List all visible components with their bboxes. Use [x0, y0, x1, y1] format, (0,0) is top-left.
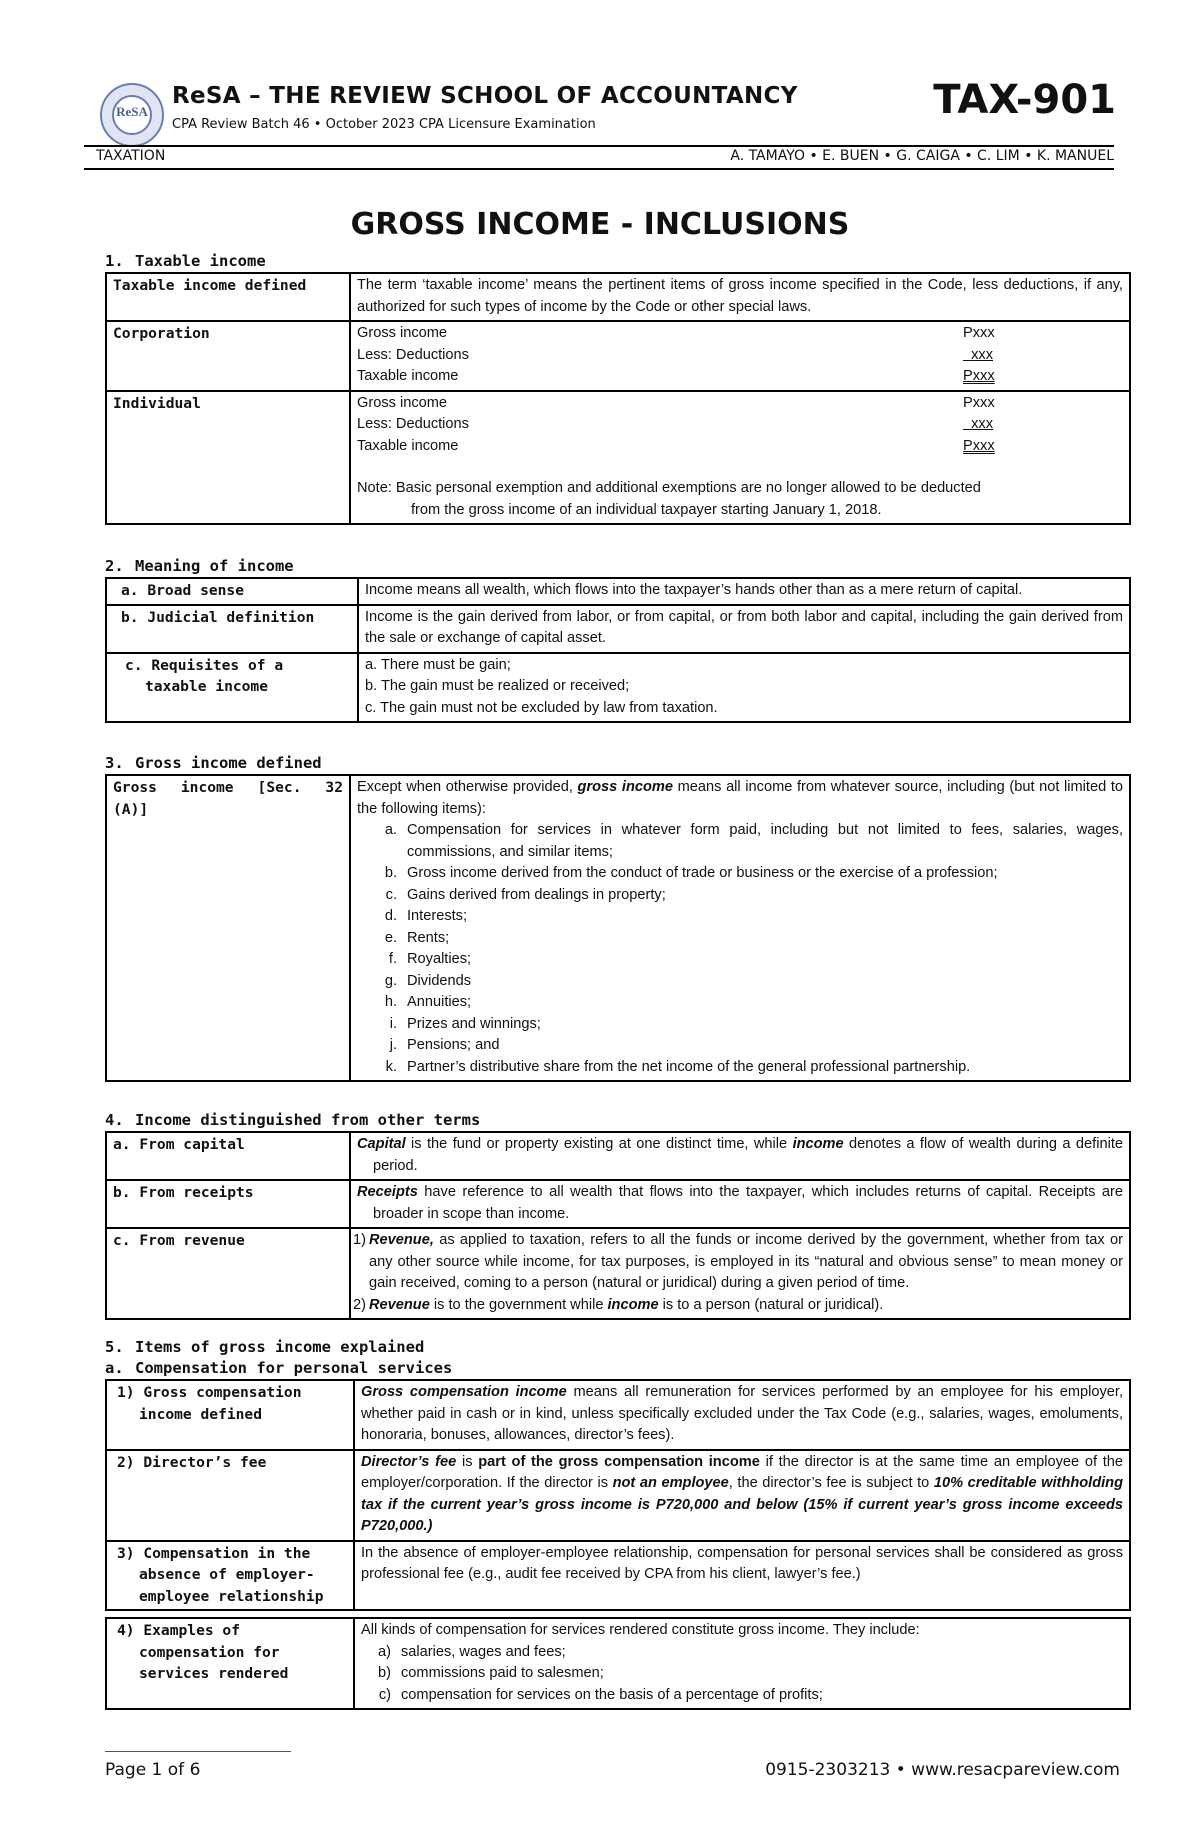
row-label: c. From revenue [106, 1228, 350, 1319]
table-row [106, 775, 1130, 1081]
row-label: a. From capital [106, 1132, 350, 1180]
gross-income-items [357, 820, 1123, 1078]
table-row [106, 1618, 1130, 1709]
examples-list: All kinds of compensation for services rendered constitute gross income. They include: a) salaries, wages and fees; b) commissions paid to salesmen; c) compensation for services on the basis of a percentage of profits; [354, 1618, 1130, 1709]
individual-computation: Gross income Pxxx Less: Deductions xxx Taxable income Pxxx Note: Basic personal exemption and additional exemptions are no longer allowed to be deducted from the gross income of an individual taxpayer starting January 1, 2018. [350, 391, 1130, 525]
table-row [106, 1228, 1130, 1319]
school-name: ReSA – THE REVIEW SCHOOL OF ACCOUNTANCY [172, 83, 798, 109]
footer-rule [105, 1751, 291, 1752]
examples-table [105, 1617, 1131, 1710]
row-label: 4) Examples of compensation for services rendered [106, 1618, 354, 1709]
list-item: g. Dividends [384, 972, 472, 989]
table-row [106, 321, 1130, 391]
list-item: a) salaries, wages and fees; [378, 1643, 566, 1660]
row-text: Income means all wealth, which flows into the taxpayer’s hands other than as a mere return of capital. [358, 578, 1130, 605]
corporation-computation: Gross income Pxxx Less: Deductions xxx Taxable income Pxxx [350, 321, 1130, 391]
note-line: Note: Basic personal exemption and additional exemptions are no longer allowed to be deducted [357, 480, 981, 496]
table-row [106, 1541, 1130, 1611]
resa-logo [100, 83, 164, 147]
table-row [106, 1450, 1130, 1541]
row-text: In the absence of employer-employee relationship, compensation for personal services shall be considered as gross professional fee (e.g., audit fee received by CPA from his client, lawyer’s fee.) [354, 1541, 1130, 1611]
row-text: The term ‘taxable income’ means the pertinent items of gross income specified in the Code, less deductions, if any, authorized for such types of income by the Code or other special laws. [350, 273, 1130, 321]
list-item: k. Partner’s distributive share from the net income of the general professional partnership. [385, 1058, 971, 1075]
header-rule-bottom [84, 168, 1114, 170]
table-row [106, 391, 1130, 525]
compensation-table [105, 1379, 1131, 1611]
row-label: b. Judicial definition [106, 605, 358, 653]
authors: A. TAMAYO • E. BUEN • G. CAIGA • C. LIM • K. MANUEL [730, 148, 1114, 164]
subject: TAXATION [96, 148, 166, 164]
table-row [106, 1132, 1130, 1180]
section-items-of-gross-income [105, 1337, 1131, 1710]
section-heading: 2. Meaning of income [105, 557, 294, 575]
row-label: 1) Gross compensation income defined [106, 1380, 354, 1450]
section-gross-income-defined [105, 753, 1131, 1082]
course-code: TAX-901 [933, 77, 1116, 123]
row-text: Receipts have reference to all wealth that flows into the taxpayer, which includes returns of capital. Receipts are broader in scope than income. [350, 1180, 1130, 1228]
list-item: f. Royalties; [388, 951, 472, 967]
section-meaning-of-income [105, 556, 1131, 723]
row-label: a. Broad sense [106, 578, 358, 605]
list-item: d. Interests; [384, 908, 468, 924]
row-text: Income is the gain derived from labor, or from capital, or from both labor and capital, including the gain derived from the sale or exchange of capital asset. [358, 605, 1130, 653]
list-item: c. Gains derived from dealings in property; [385, 886, 666, 903]
row-label: Taxable income defined [106, 273, 350, 321]
meaning-table [105, 577, 1131, 723]
page-header [98, 75, 1116, 155]
row-label: Gross income [Sec. 32 (A)] [106, 775, 350, 1081]
section-heading: 5. Items of gross income explained [105, 1338, 425, 1356]
distinguished-table [105, 1131, 1131, 1320]
row-label: Individual [106, 391, 350, 525]
row-label: c. Requisites of a taxable income [106, 653, 358, 723]
section-heading: 1. Taxable income [105, 252, 266, 270]
section-taxable-income [105, 251, 1131, 525]
table-row [106, 1180, 1130, 1228]
row-text: Gross compensation income means all remuneration for services performed by an employee for his employer, whether paid in cash or in kind, unless specifically excluded under the Tax Code (e.g., salaries, wages, emoluments, honoraria, bonuses, allowances, director’s fees). [354, 1380, 1130, 1450]
subsection-heading: a. Compensation for personal services [105, 1359, 453, 1377]
row-label: 2) Director’s fee [106, 1450, 354, 1541]
list-item: e. Rents; [384, 929, 450, 946]
batch-info: CPA Review Batch 46 • October 2023 CPA Licensure Examination [172, 117, 596, 132]
table-row [106, 605, 1130, 653]
logo-text: ReSA [116, 104, 148, 119]
row-text: 1) Revenue, as applied to taxation, refers to all the funds or income derived by the government, whether from tax or any other source while income, for tax purposes, is employed in its “natural and obvious sense” to mean money or gain received, coming to a person (natural or juridical) during a given period of time. 2) Revenue is to the government while income is to a person (natural or juridical). [350, 1228, 1130, 1319]
list-item: i. Prizes and winnings; [389, 1015, 541, 1032]
list-item: b) commissions paid to salesmen; [378, 1665, 604, 1681]
list-item: h. Annuities; [384, 994, 472, 1010]
note-line: from the gross income of an individual taxpayer starting January 1, 2018. [411, 501, 882, 518]
row-label: Corporation [106, 321, 350, 391]
row-label: b. From receipts [106, 1180, 350, 1228]
table-row [106, 653, 1130, 723]
page-title: GROSS INCOME - INCLUSIONS [350, 207, 850, 242]
gross-income-definition: Except when otherwise provided, gross income means all income from whatever source, including (but not limited to the following items): a. Compensation for services in whatever form paid, including but not limited to fees, salaries, wages, commissions, and similar items; b. Gross income derived from the conduct of trade or business or the exercise of a profession; c. Gains derived from dealings in property; d. Interests; e. Rents; f. Royalties; g. Dividends h. Annuities; i. Prizes and winnings; j. Pensions; and k. Partner’s distributive share from the net income of the general professional partnership. [350, 775, 1130, 1081]
list-item: b. Gross income derived from the conduct of trade or business or the exercise of a profession; [384, 865, 998, 881]
header-rule-top [84, 145, 1114, 147]
list-item: j. Pensions; and [389, 1037, 500, 1053]
table-row [106, 273, 1130, 321]
row-text: Director’s fee is part of the gross compensation income if the director is at the same time an employee of the employer/corporation. If the director is not an employee, the director’s fee is subject to 10% creditable withholding tax if the current year’s gross income is P720,000 and below (15% if current year’s gross income exceeds P720,000.) [354, 1450, 1130, 1541]
section-heading: 3. Gross income defined [105, 754, 322, 772]
table-row [106, 578, 1130, 605]
section-income-distinguished [105, 1110, 1131, 1320]
section-heading: 4. Income distinguished from other terms [105, 1111, 481, 1129]
page-number: Page 1 of 6 [105, 1760, 201, 1780]
gross-income-table [105, 774, 1131, 1082]
list-item: a. Compensation for services in whatever form paid, including but not limited to fees, salaries, wages, commissions, and similar items; [384, 822, 1123, 860]
row-text: Capital is the fund or property existing at one distinct time, while income denotes a flow of wealth during a definite period. [350, 1132, 1130, 1180]
table-row [106, 1380, 1130, 1450]
requisites-list: a. There must be gain; b. The gain must be realized or received; c. The gain must not be excluded by law from taxation. [358, 653, 1130, 723]
contact-info: 0915-2303213 • www.resacpareview.com [765, 1760, 1120, 1780]
list-item: c) compensation for services on the basis of a percentage of profits; [378, 1686, 823, 1703]
row-label: 3) Compensation in the absence of employer- employee relationship [106, 1541, 354, 1611]
taxable-income-table [105, 272, 1131, 525]
